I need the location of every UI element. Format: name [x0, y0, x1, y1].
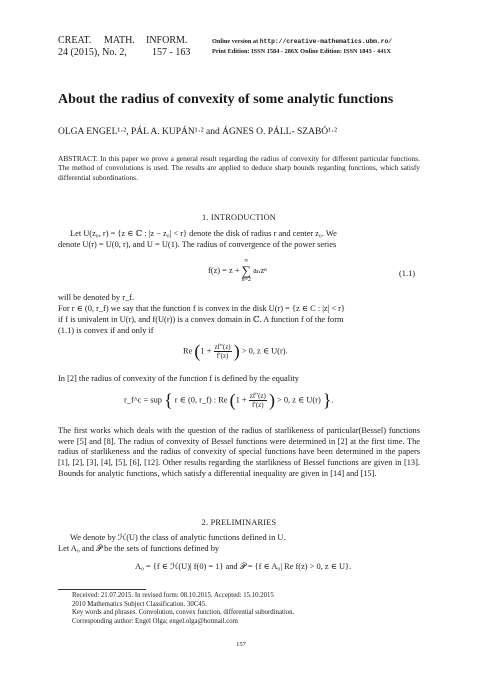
prelim-line-1: We denote by ℋ(U) the class of analytic functions defined in U.: [70, 533, 286, 542]
eq2-tail: > 0, z ∈ U(r).: [241, 346, 288, 356]
online-prefix: Online version at: [212, 38, 260, 45]
eq1-sum-upper: ∞: [244, 258, 249, 264]
abstract-text: In this paper we prove a general result regarding the radius of convexity for different particular functions. The method of convolutions is used. The results are applied to deduce sharp bounds regarding functions, which satisfy differential subordinations.: [58, 154, 420, 182]
keywords: Key words and phrases. Convolution, convex function, differential subordination.: [72, 609, 295, 617]
volume-issue: 24 (2015), No. 2,: [58, 47, 127, 58]
equation-power-series: [208, 258, 267, 284]
eq1-term: aₙzⁿ: [253, 265, 267, 275]
section-heading-introduction: 1. INTRODUCTION: [202, 213, 276, 222]
msc-classification: 2010 Mathematics Subject Classification. 30C45.: [72, 600, 207, 608]
equation-convexity-condition: Re (1 + $\frac{zf''(z)}{f'(z)}$ ) > 0, z ∈ U(r).: [183, 341, 288, 361]
edition-info: [212, 37, 392, 57]
intro-line-5: if f is univalent in U(r), and f(U(r)) is a convex domain in ℂ. A function f of the form: [58, 315, 344, 324]
equation-class-definitions: A₀ = {f ∈ ℋ(U)| f(0) = 1} and 𝒫 = {f ∈ A₀| Re f(z) > 0, z ∈ U}.: [135, 562, 352, 571]
intro-line-6: (1.1) is convex if and only if: [58, 326, 154, 335]
received-dates: Received: 21.07.2015. In revised form: 08.10.2015. Accepted: 15.10.2015: [72, 592, 274, 599]
equation-number-1-1: (1.1): [399, 269, 416, 278]
journal-abbrev: CREAT.: [58, 35, 92, 46]
intro-paragraph-2: The first works which deals with the question of the radius of starlikeness of particular(Bessel) functions were [5] and [8]. The radius of convexity of Bessel functions were determined in [2] at the first time. The radius of starlikeness and the radius of convexity of special functions have been determined in the papers [1], [2], [3], [4], [5], [6], [12]. Other results regarding the starlikness of Bessel functions are given in [13]. Bounds for analytic functions, which satisfy a differential inequality are given in [14] and [15].: [58, 426, 420, 478]
intro-line-4: For r ∈ (0, r_f) we say that the function f is convex in the disk U(r) = {z ∈ C : |z| < r}: [58, 304, 345, 313]
section-heading-preliminaries: 2. PRELIMINARIES: [201, 518, 277, 527]
abstract-label: ABSTRACT.: [58, 154, 98, 163]
eq1-sum-lower: n=2: [241, 277, 252, 283]
eq3-fraction: [249, 392, 267, 409]
footnote-rule: [58, 589, 146, 590]
eq2-denominator: f′(z): [216, 352, 229, 360]
paper-title: About the radius of convexity of some analytic functions: [58, 92, 394, 107]
intro-line-1: Let U(z₀, r) = {z ∈ ℂ : |z − z₀| < r} denote the disk of radius r and center z₀. We: [70, 229, 337, 238]
abstract: [58, 154, 420, 182]
journal-url-link[interactable]: http://creative-mathematics.ubm.ro/: [259, 38, 393, 45]
eq2-fraction: [214, 343, 232, 360]
eq3-lhs: r_f^c = sup: [124, 395, 162, 405]
journal-inform: INFORM.: [146, 35, 188, 46]
print-edition: Print Edition: ISSN 1584 - 286X Online Edition: ISSN 1843 - 441X: [212, 48, 391, 55]
eq3-numerator: zf″(z): [249, 392, 266, 400]
prelim-line-2: Let A₀ and 𝒫 be the sets of functions defined by: [58, 544, 220, 553]
eq3-denominator: f′(z): [251, 401, 264, 409]
corresponding-author: Corresponding author: Engel Olga; engel.olga@hotmail.com: [72, 617, 238, 625]
page-range: 157 - 163: [152, 47, 191, 58]
footnotes: [72, 592, 294, 626]
equation-radius-definition: r_f^c = sup { r ∈ (0, r_f) : Re (1 + $\frac{zf''(z)}{f'(z)}$ ) > 0, z ∈ U(r) }.: [124, 390, 334, 410]
intro-line-3: will be denoted by r_f.: [58, 293, 135, 302]
eq1-lhs: f(z) = z +: [208, 265, 240, 275]
eq3-middle: r ∈ (0, r_f) : Re: [174, 395, 228, 405]
eq2-re: Re: [183, 346, 193, 356]
author-list: OLGA ENGEL¹·², PÁL A. KUPÁN¹·² and ÁGNES O. PÁLL- SZABÓ¹·²: [58, 127, 338, 137]
journal-math: MATH.: [104, 35, 135, 46]
intro-line-2: denote U(r) = U(0, r), and U = U(1). The radius of convergence of the power series: [58, 240, 337, 249]
journal-header: [58, 35, 190, 59]
page-number: 157: [236, 641, 246, 648]
eq3-tail: > 0, z ∈ U(r): [277, 395, 321, 405]
eq2-numerator: zf″(z): [214, 343, 231, 351]
sum-symbol: ∑: [241, 263, 251, 278]
intro-line-7: In [2] the radius of convexity of the function f is defined by the equality: [58, 374, 299, 383]
